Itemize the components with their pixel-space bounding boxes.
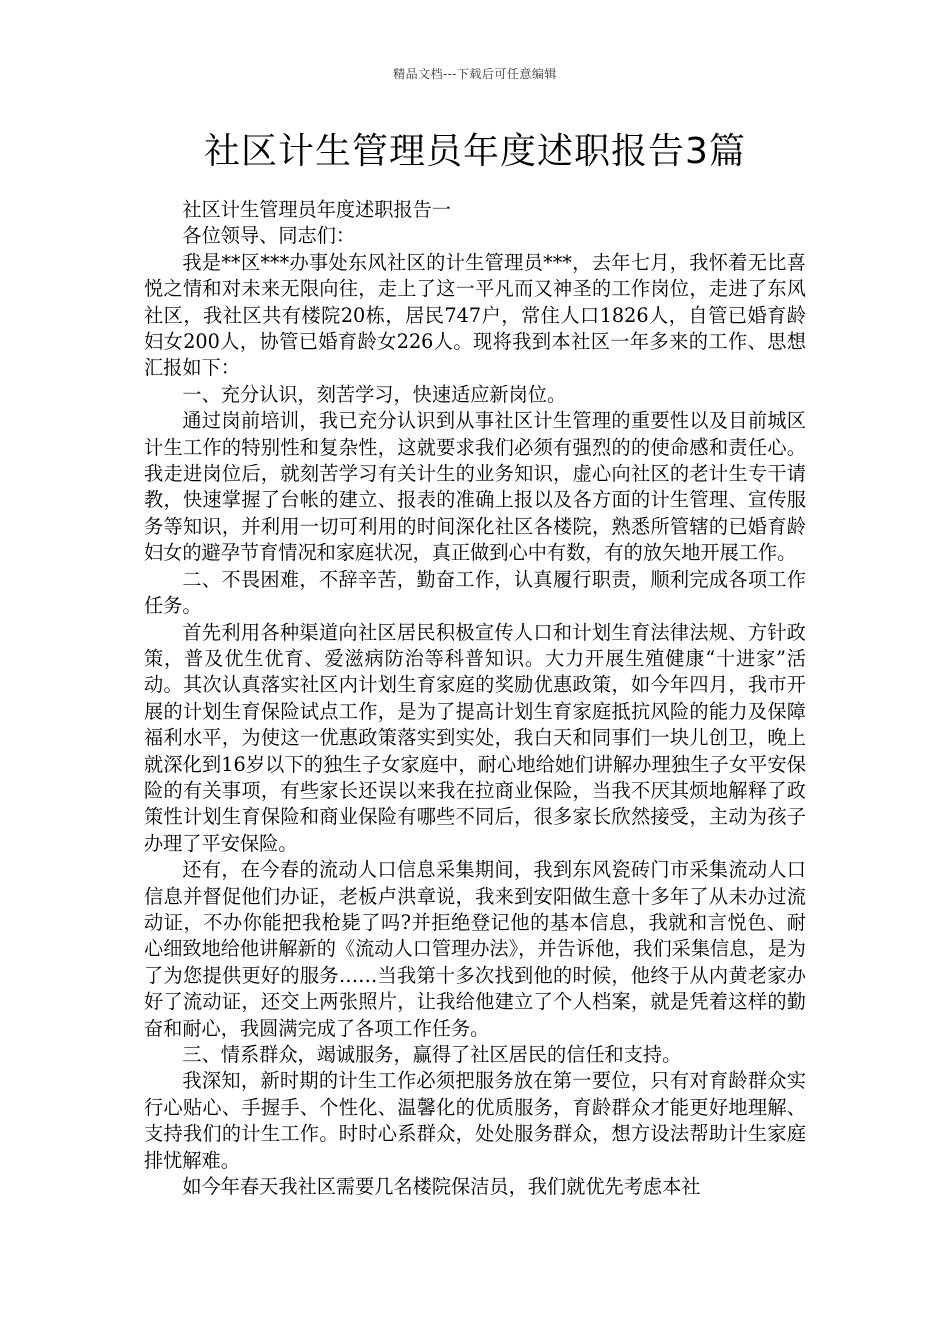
paragraph-publicity: 首先利用各种渠道向社区居民积极宣传人口和计划生育法律法规、方针政策，普及优生优育、爱滋病防治等科普知识。大力开展生殖健康“十进家”活动。其次认真落实社区内计划生育家庭的奖励优惠政策，如今年四月，我市开展的计划生育保险试点工作，是为了提高计划生育家庭抵抗风险的能力及保障福利水平，为使这一优惠政策落实到实处，我白天和同事们一块儿创卫，晚上就深化到16岁以下的独生子女家庭中，耐心地给她们讲解办理独生子女平安保险的有关事项，有些家长还误以来我在拉商业保险，当我不厌其烦地解释了政策性计划生育保险和商业保险有哪些不同后，很多家长欣然接受，主动为孩子办理了平安保险。 <box>144 620 806 855</box>
section-heading-report-one: 社区计生管理员年度述职报告一 <box>182 198 452 221</box>
heading-point-three: 三、情系群众，竭诚服务，赢得了社区居民的信任和支持。 <box>182 1043 682 1066</box>
paragraph-training: 通过岗前培训，我已充分认识到从事社区计生管理的重要性以及目前城区计生工作的特别性和复杂性，这就要求我们必须有强烈的的使命感和责任心。我走进岗位后，就刻苦学习有关计生的业务知识，虚心向社区的老计生专干请教，快速掌握了台帐的建立、报表的准确上报以及各方面的计生管理、宣传服务等知识，并利用一切可利用的时间深化社区各楼院，熟悉所管辖的已婚育龄妇女的避孕节育情况和家庭状况，真正做到心中有数，有的放矢地开展工作。 <box>144 409 806 565</box>
salutation: 各位领导、同志们： <box>182 224 356 248</box>
paragraph-intro: 我是**区***办事处东风社区的计生管理员***，去年七月，我怀着无比喜悦之情和对未来无限向往，走上了这一平凡而又神圣的工作岗位，走进了东风社区，我社区共有楼院20栋，居民747户，常住人口1826人，自管已婚育龄妇女200人，协管已婚育龄女226人。现将我到本社区一年多来的工作、思想汇报如下： <box>144 250 806 380</box>
document-body <box>144 197 806 1200</box>
heading-point-two: 二、不畏困难，不辞辛苦，勤奋工作，认真履行职责，顺利完成各项工作任务。 <box>144 567 806 618</box>
document-title: 社区计生管理员年度述职报告3篇 <box>204 131 746 172</box>
header-note: 精品文档---下载后可任意编辑 <box>393 67 557 81</box>
paragraph-cleaners: 如今年春天我社区需要几名楼院保洁员，我们就优先考虑本社 <box>182 1175 701 1199</box>
heading-point-one: 一、充分认识，刻苦学习，快速适应新岗位。 <box>182 382 567 406</box>
paragraph-floating-population: 还有，在今春的流动人口信息采集期间，我到东风瓷砖门市采集流动人口信息并督促他们办证，老板卢洪章说，我来到安阳做生意十多年了从未办过流动证，不办你能把我枪毙了吗?并拒绝登记他的基本信息，我就和言悦色、耐心细致地给他讲解新的《流动人口管理办法》，并告诉他，我们采集信息，是为了为您提供更好的服务……当我第十多次找到他的时候，他终于从内黄老家办好了流动证，还交上两张照片，让我给他建立了个人档案，就是凭着这样的勤奋和耐心，我圆满完成了各项工作任务。 <box>144 858 806 1040</box>
paragraph-service: 我深知，新时期的计生工作必须把服务放在第一要位，只有对育龄群众实行心贴心、手握手、个性化、温馨化的优质服务，育龄群众才能更好地理解、支持我们的计生工作。时时心系群众，处处服务群众，想方设法帮助计生家庭排忧解难。 <box>144 1069 806 1172</box>
